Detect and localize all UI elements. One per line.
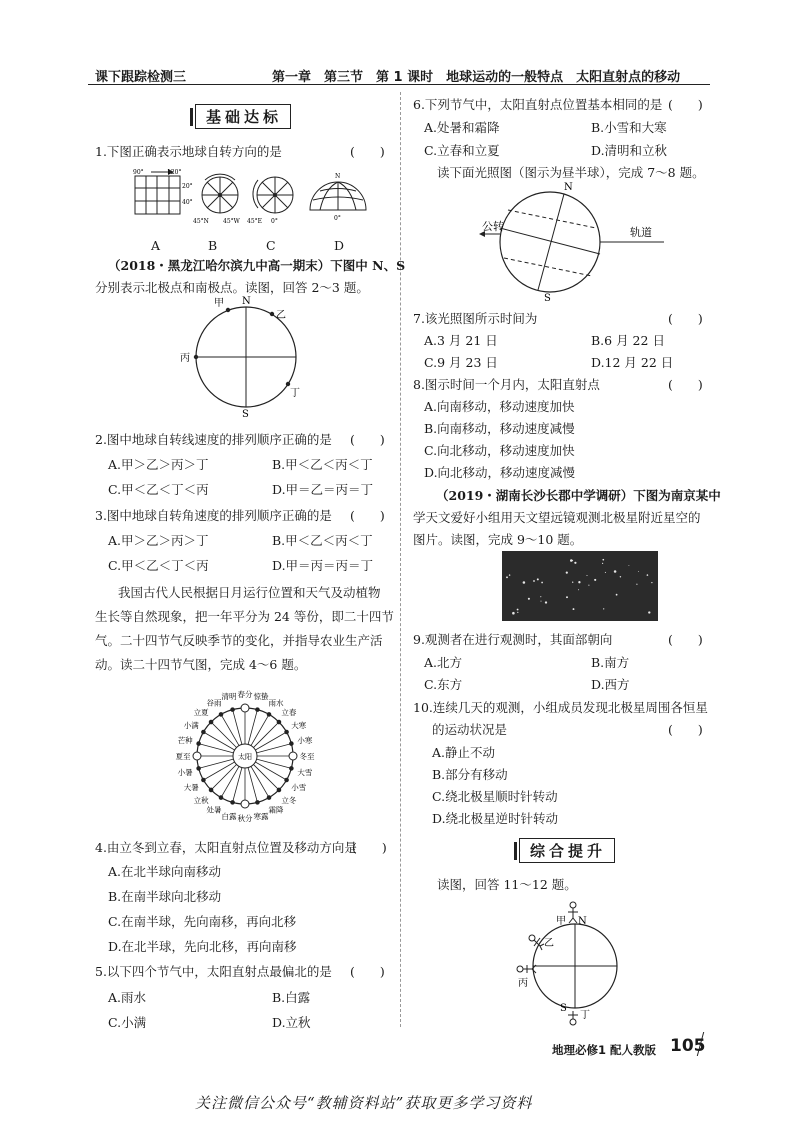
q1-option-a[interactable]: A [151,238,161,253]
solar-term-label: 雨水 [268,698,284,708]
q3-stem: 3.图中地球自转角速度的排列顺序正确的是 [95,508,332,523]
q7-option-a[interactable]: A.3 月 21 日 [424,333,498,348]
q6-option-c[interactable]: C.立春和立夏 [424,143,500,158]
star-dot [540,601,541,602]
q1-label-45e: 45°E [247,218,263,225]
q1-stem: 1.下图正确表示地球自转方向的是 [95,144,282,159]
intro-11-12-line: 读图，回答 11～12 题。 [437,877,577,892]
q2-option-a[interactable]: A.甲＞乙＞丙＞丁 [108,457,209,472]
solar-term-label: 春分 [237,690,253,699]
q2-option-b[interactable]: B.甲＜乙＜丙＜丁 [272,457,373,472]
q9-paren: ( ) [668,632,703,647]
earth-position-marker [267,796,271,800]
star-dot [588,585,589,586]
solar-term-label: 霜降 [268,805,284,815]
q9-option-c[interactable]: C.东方 [424,677,463,692]
header-rule [88,84,710,85]
section-basic-title: 基础达标 [195,104,291,129]
earth-position-marker [231,801,235,805]
star-dot [573,608,575,610]
fig-2-3-yi: 乙 [276,310,286,321]
solar-term-label: 寒露 [253,811,269,821]
q7-stem: 7.该光照图所示时间为 [413,311,538,326]
q10-stem-line1: 10.连续几天的观测，小组成员发现北极星周围各恒星 [413,700,708,715]
fig-2-3-globe [178,296,318,418]
earth-position-marker [209,720,213,724]
star-dot [647,574,649,576]
solar-term-label: 清明 [221,692,237,702]
fig-7-8-n: N [564,182,573,193]
fig-2-3-bing: 丙 [180,353,190,364]
q10-option-c[interactable]: C.绕北极星顺时针转动 [432,789,558,804]
q5-option-c[interactable]: C.小满 [108,1015,147,1030]
solar-term-label: 立冬 [281,795,297,805]
solar-term-label: 秋分 [237,814,253,823]
q5-stem: 5.以下四个节气中，太阳直射点最偏北的是 [95,964,332,979]
intro-4-6-line3: 气。二十四节气反映季节的变化，并指导农业生产活 [95,633,383,648]
q6-option-a[interactable]: A.处暑和霜降 [424,120,500,135]
q1-label-90: 90° [133,169,144,176]
q1-label-45w: 45°W [223,218,240,225]
intro-9-10-line1: （2019・湖南长沙长郡中学调研）下图为南京某中 [436,488,721,503]
solar-term-spoke [233,768,242,803]
star-dot [574,562,576,564]
section-advanced-title: 综合提升 [519,838,615,863]
q1-figure-c [247,177,293,225]
earth-position-marker [277,788,281,792]
q3-option-a[interactable]: A.甲＞乙＞丙＞丁 [108,533,209,548]
solar-term-spoke [248,710,257,745]
solar-term-label: 大暑 [183,783,199,792]
solar-term-label: 处暑 [206,805,222,815]
q8-option-b[interactable]: B.向南移动，移动速度减慢 [424,421,575,436]
q7-option-d[interactable]: D.12 月 22 日 [591,355,674,370]
q9-option-b[interactable]: B.南方 [591,655,630,670]
q1-label-20: 20° [182,183,193,190]
q10-stem-line2: 的运动状况是 [432,722,508,737]
q10-option-d[interactable]: D.绕北极星逆时针转动 [432,811,559,826]
q8-stem: 8.图示时间一个月内，太阳直射点 [413,377,600,392]
star-dot [509,574,510,575]
star-dot [620,576,621,577]
fig-11-12-yi: 乙 [544,938,554,949]
solar-term-spoke [257,759,292,768]
intro-2-3-line1: （2018・黑龙江哈尔滨九中高一期末）下图中 N、S [108,258,406,273]
fig-7-8-track-label: 轨道 [630,226,652,239]
q7-paren: ( ) [668,311,703,326]
fig-11-12-n: N [578,916,587,927]
earth-position-marker [219,713,223,717]
fig-2-3-s: S [242,409,249,418]
q8-option-c[interactable]: C.向北移动，移动速度加快 [424,443,575,458]
solar-term-label: 小暑 [177,768,193,778]
column-divider [400,92,401,1027]
q1-option-d[interactable]: D [334,238,345,253]
star-photo-background [502,551,658,621]
fig-11-12-globe [500,894,650,1034]
q1-paren: ( ) [350,144,385,159]
earth-position-marker [256,801,260,805]
solar-term-label: 夏至 [175,752,191,761]
q5-option-a[interactable]: A.雨水 [108,990,147,1005]
earth-position-marker [241,704,249,712]
intro-2-3-line2: 分别表示北极点和南极点。读图，回答 2～3 题。 [95,280,369,295]
q1-option-b[interactable]: B [208,238,218,253]
q1-label-0b: 0° [334,215,341,222]
q7-option-c[interactable]: C.9 月 23 日 [424,355,498,370]
solar-term-label: 白露 [221,811,237,821]
q9-option-d[interactable]: D.西方 [591,677,630,692]
q10-paren: ( ) [668,722,703,737]
earth-position-marker [290,767,294,771]
solar-term-label: 立春 [281,708,297,718]
solar-term-label: 冬至 [299,752,315,761]
earth-position-marker [290,742,294,746]
star-dot [594,579,596,581]
q3-paren: ( ) [350,508,385,523]
earth-position-marker [197,742,201,746]
star-photo [502,551,658,621]
solar-term-label: 大寒 [291,721,307,730]
star-dot [541,582,543,584]
q1-label-n: N [335,173,341,180]
q8-option-a[interactable]: A.向南移动，移动速度加快 [424,399,575,414]
earth-position-marker [277,720,281,724]
star-dot [636,584,637,585]
star-dot [603,608,604,609]
star-dot [602,559,604,561]
star-dot [517,612,518,613]
solar-term-spoke [233,710,242,745]
q2-option-d[interactable]: D.甲＝乙＝丙＝丁 [272,482,374,497]
q1-label-0: 0° [271,218,278,225]
star-dot [628,565,629,566]
solar-term-spoke [199,744,234,753]
solar-term-label: 芒种 [177,735,193,745]
fig-2-3-n: N [242,296,251,307]
fig-7-8-daylight [478,180,678,302]
q1-figures [125,168,375,238]
solar-term-label: 小雪 [291,783,307,792]
page-number: 105 [670,1036,706,1056]
earth-position-marker [193,752,201,760]
star-dot [570,559,573,562]
q2-paren: ( ) [350,432,385,447]
footer-book: 地理必修1 配人教版 [552,1043,657,1057]
earth-position-marker [202,730,206,734]
intro-9-10-line3: 图片。读图，完成 9～10 题。 [413,532,583,547]
q3-option-b[interactable]: B.甲＜乙＜丙＜丁 [272,533,373,548]
q7-option-b[interactable]: B.6 月 22 日 [591,333,665,348]
fig-11-12-ding: 丁 [580,1010,590,1021]
q4-paren: ( ) [352,840,387,855]
q1-label-40: 40° [182,199,193,206]
q3-option-c[interactable]: C.甲＜乙＜丁＜丙 [108,558,209,573]
fig-2-3-jia: 甲 [214,298,224,309]
q5-paren: ( ) [350,964,385,979]
star-dot [605,572,606,573]
q6-option-b[interactable]: B.小雪和大寒 [591,120,667,135]
earth-position-marker [219,796,223,800]
q4-option-c[interactable]: C.在南半球，先向南移，再向北移 [108,914,297,929]
intro-9-10-line2: 学天文爱好小组用天文望远镜观测北极星附近星空的 [413,510,701,525]
q8-paren: ( ) [668,377,703,392]
q4-option-a[interactable]: A.在北半球向南移动 [108,864,222,879]
sun-label: 太阳 [238,753,252,761]
solar-term-label: 小满 [183,721,199,730]
star-dot [528,598,530,600]
star-dot [537,578,539,580]
fig-11-12-s: S [560,1003,567,1014]
star-dot [523,581,526,584]
star-dot [586,575,587,576]
solar-term-label: 立秋 [193,795,209,805]
q9-option-a[interactable]: A.北方 [424,655,463,670]
q5-option-d[interactable]: D.立秋 [272,1015,311,1030]
earth-position-marker [197,767,201,771]
q4-option-d[interactable]: D.在北半球，先向北移，再向南移 [108,939,297,954]
solar-term-label: 立夏 [193,708,209,718]
solar-term-label: 小寒 [297,735,313,745]
earth-position-marker [202,778,206,782]
solar-term-spoke [257,744,292,753]
star-dot [651,582,652,583]
star-dot [533,580,535,582]
earth-position-marker [289,752,297,760]
header-left: 课下跟踪检测三 [95,70,187,85]
fig-24-solar-terms [160,680,330,832]
earth-position-marker [285,730,289,734]
solar-term-label: 谷雨 [206,698,222,708]
fig-2-3-ding: 丁 [290,388,300,399]
q10-option-b[interactable]: B.部分有移动 [432,767,508,782]
header-right: 第一章 第三节 第 1 课时 地球运动的一般特点 太阳直射点的移动 [272,70,681,85]
earth-position-marker [285,778,289,782]
q1-figure-d [310,173,366,222]
star-dot [566,596,568,598]
q1-figure-b [193,174,241,225]
q1-option-c[interactable]: C [266,238,276,253]
intro-4-6-line4: 动。读二十四节气图，完成 4～6 题。 [95,657,307,672]
q6-paren: ( ) [668,97,703,112]
footer-slogan: 关注微信公众号“教辅资料站”获取更多学习资料 [195,1094,533,1112]
star-dot [614,570,617,573]
star-dot [602,563,603,564]
star-dot [566,572,568,574]
q6-stem: 6.下列节气中，太阳直射点位置基本相同的是 [413,97,663,112]
earth-position-marker [209,788,213,792]
intro-4-6-line2: 生长等自然现象，把一年平分为 24 等份，即二十四节 [95,609,394,624]
star-dot [517,609,519,611]
q6-option-d[interactable]: D.清明和立秋 [591,143,668,158]
fig-11-12-bing: 丙 [518,978,528,989]
solar-term-label: 惊蛰 [253,692,269,702]
intro-7-8-line: 读下面光照图（图示为昼半球），完成 7～8 题。 [437,165,705,180]
star-dot [545,601,547,603]
q4-stem: 4.由立冬到立春，太阳直射点位置及移动方向是 [95,840,357,855]
q8-option-d[interactable]: D.向北移动，移动速度减慢 [424,465,576,480]
solar-term-spoke [248,768,257,803]
q4-option-b[interactable]: B.在南半球向北移动 [108,889,222,904]
solar-term-spoke [199,759,234,768]
q1-label-120: 120° [167,169,182,176]
star-dot [616,594,618,596]
star-dot [540,596,541,597]
intro-4-6-line1: 我国古代人民根据日月运行位置和天气及动植物 [118,585,381,600]
q2-option-c[interactable]: C.甲＜乙＜丁＜丙 [108,482,209,497]
solar-term-label: 大雪 [297,768,313,778]
fig-11-12-figures [517,902,578,1025]
star-dot [578,589,579,590]
fig-7-8-s: S [544,293,551,302]
earth-position-marker [241,800,249,808]
star-dot [638,571,639,572]
star-dot [506,576,508,578]
q3-option-d[interactable]: D.甲＝丙＝丙＝丁 [272,558,374,573]
q1-figure-a [133,169,193,214]
fig-7-8-orbit-label: 公转 [482,220,504,233]
star-dot [578,581,580,583]
q9-stem: 9.观测者在进行观测时，其面部朝向 [413,632,613,647]
earth-position-marker [231,708,235,712]
q10-option-a[interactable]: A.静止不动 [432,745,496,760]
earth-position-marker [256,708,260,712]
q5-option-b[interactable]: B.白露 [272,990,311,1005]
star-dot [572,582,573,583]
star-dot [512,612,515,615]
star-dot [648,611,650,613]
q2-stem: 2.图中地球自转线速度的排列顺序正确的是 [95,432,332,447]
q1-label-45n: 45°N [193,218,209,225]
earth-position-marker [267,713,271,717]
fig-11-12-jia: 甲 [556,916,566,927]
